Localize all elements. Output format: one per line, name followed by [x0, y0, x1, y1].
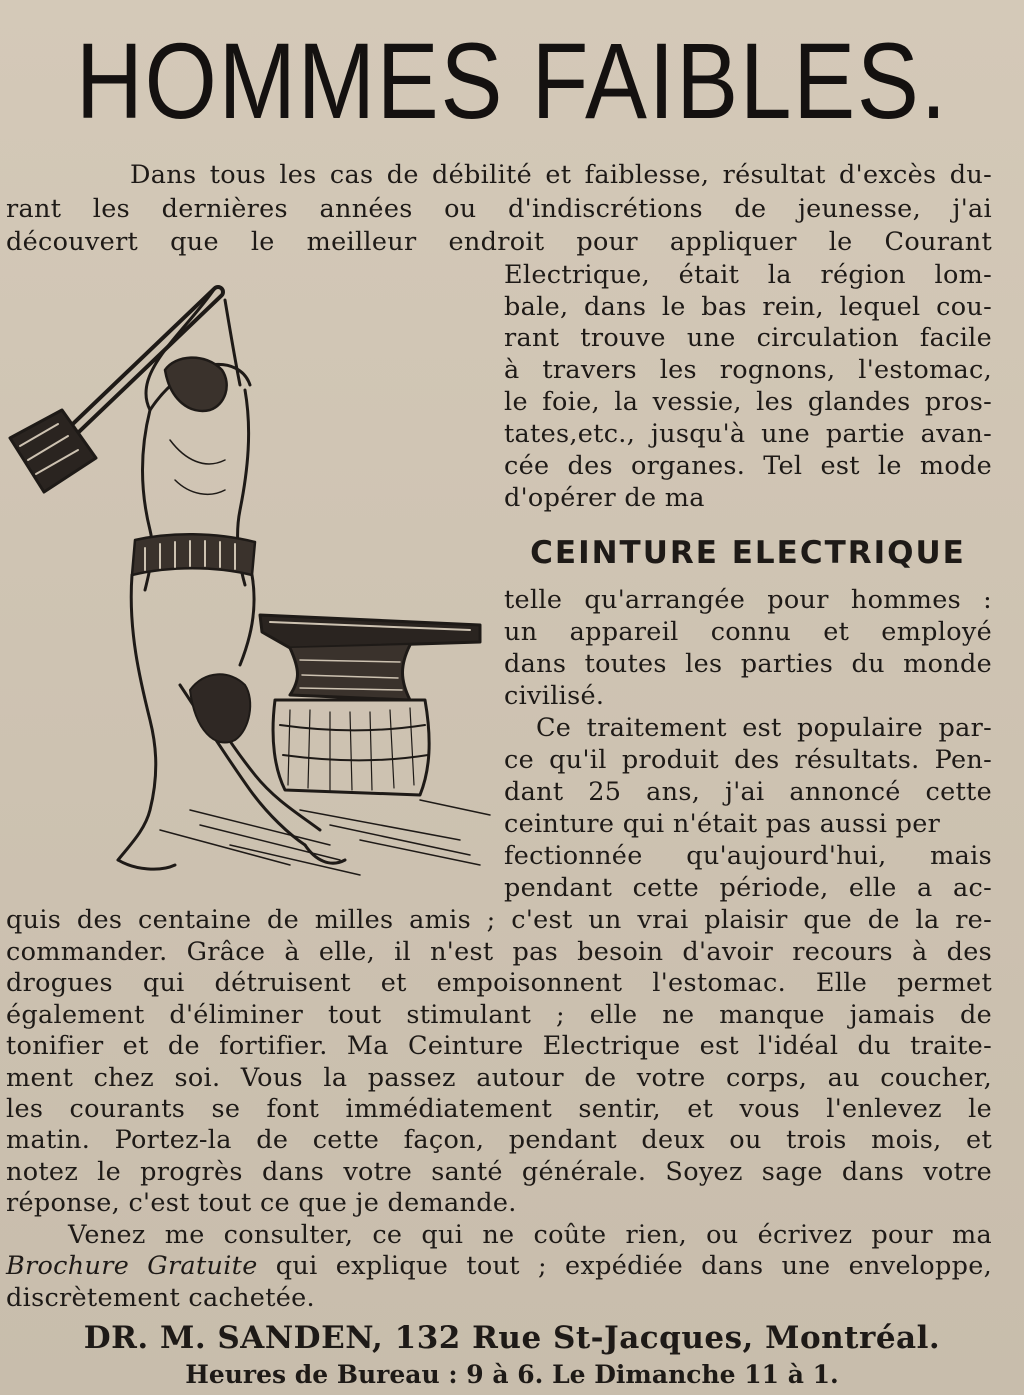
brochure-title: Brochure Gratuite — [6, 1251, 258, 1281]
body-line: commander. Grâce à elle, il n'est pas besoin d'avoir recours à des — [6, 937, 992, 967]
body-line: bale, dans le bas rein, lequel cou- — [504, 292, 992, 322]
body-line: Electrique, était la région lom- — [504, 260, 992, 290]
headline: HOMMES FAIBLES. — [75, 20, 949, 141]
body-line: drogues qui détruisent et empoisonnent l'estomac. Elle permet — [6, 968, 992, 998]
body-line: ce qu'il produit des résultats. Pen- — [504, 745, 992, 775]
body-line: à travers les rognons, l'estomac, — [504, 355, 992, 385]
body-line: Dans tous les cas de débilité et faiblesse, résultat d'excès du- — [130, 160, 992, 190]
blacksmith-with-sledgehammer-illustration — [0, 270, 500, 900]
body-line: également d'éliminer tout stimulant ; elle ne manque jamais de — [6, 1000, 992, 1030]
body-line: notez le progrès dans votre santé générale. Soyez sage dans votre — [6, 1157, 992, 1187]
body-line: découvert que le meilleur endroit pour appliquer le Courant — [6, 227, 992, 257]
body-line-brochure — [6, 1251, 992, 1282]
body-line: quis des centaine de milles amis ; c'est un vrai plaisir que de la re- — [6, 905, 992, 935]
closing-line: discrètement cachetée. — [6, 1283, 315, 1313]
body-line: ment chez soi. Vous la passez autour de votre corps, au coucher, — [6, 1063, 992, 1093]
body-line: réponse, c'est tout ce que je demande. — [6, 1188, 517, 1218]
body-line: tates,etc., jusqu'à une partie avan- — [504, 419, 992, 449]
body-line: matin. Portez-la de cette façon, pendant deux ou trois mois, et — [6, 1125, 992, 1155]
office-hours: Heures de Bureau : 9 à 6. Le Dimanche 11 à 1. — [185, 1360, 839, 1389]
body-line: cée des organes. Tel est le mode — [504, 451, 992, 481]
brochure-rest: qui explique tout ; expédiée dans une enveloppe, — [257, 1251, 992, 1281]
body-line: les courants se font immédiatement sentir, et vous l'enlevez le — [6, 1094, 992, 1124]
body-line: un appareil connu et employé — [504, 617, 992, 647]
body-line: tonifier et de fortifier. Ma Ceinture Electrique est l'idéal du traite- — [6, 1031, 992, 1061]
body-line: pendant cette période, elle a ac- — [504, 873, 992, 903]
body-line: dans toutes les parties du monde — [504, 649, 992, 679]
body-line: le foie, la vessie, les glandes pros- — [504, 387, 992, 417]
body-line: d'opérer de ma — [504, 483, 705, 513]
body-line: fectionnée qu'aujourd'hui, mais — [504, 841, 992, 871]
body-line: telle qu'arrangée pour hommes : — [504, 585, 992, 615]
body-line: rant trouve une circulation facile — [504, 323, 992, 353]
signature: DR. M. SANDEN, 132 Rue St-Jacques, Montréal. — [83, 1320, 941, 1356]
body-line: ceinture qui n'était pas aussi per — [504, 809, 941, 839]
body-line: Ce traitement est populaire par- — [536, 713, 992, 743]
body-line: rant les dernières années ou d'indiscrétions de jeunesse, j'ai — [6, 194, 992, 224]
subheading: CEINTURE ELECTRIQUE — [530, 535, 966, 571]
body-line: Venez me consulter, ce qui ne coûte rien, ou écrivez pour ma — [68, 1220, 992, 1250]
body-line: civilisé. — [504, 681, 605, 711]
body-line: dant 25 ans, j'ai annoncé cette — [504, 777, 992, 807]
